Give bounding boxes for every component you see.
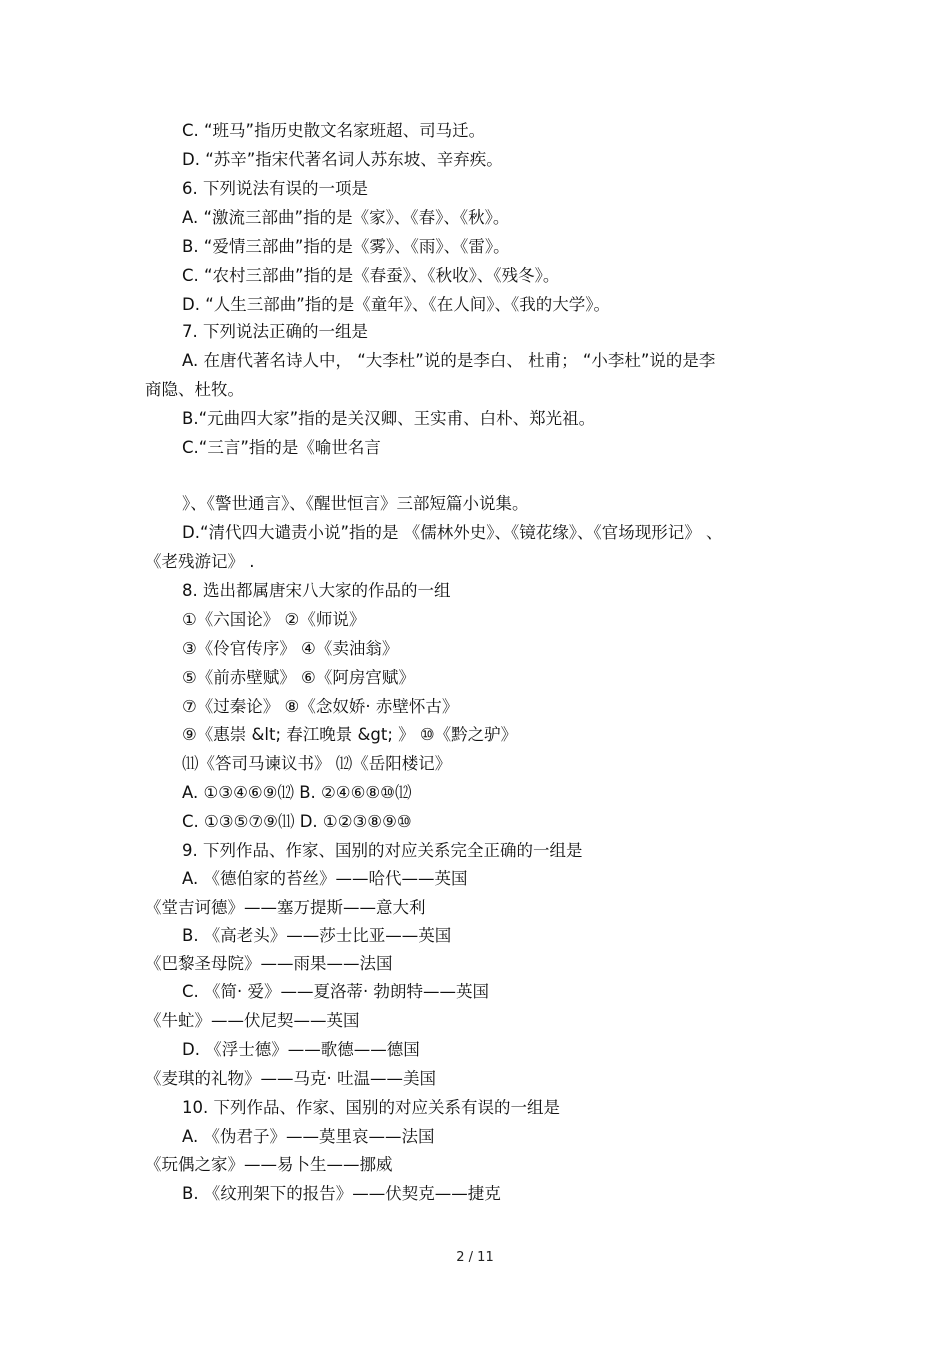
q9-option-d-cont: 《麦琪的礼物》——马克· 吐温——美国: [145, 1069, 436, 1088]
q7-option-c: C.“三言”指的是《喻世名言: [182, 438, 381, 457]
q7-option-c-cont: 》、《警世通言》、《醒世恒言》三部短篇小说集。: [182, 494, 529, 513]
question-8: 8. 选出都属唐宋八大家的作品的一组: [182, 581, 451, 600]
q8-options-cd: C. ①③⑤⑦⑨⑾ D. ①②③⑧⑨⑩: [182, 812, 412, 831]
q6-option-c: C. “农村三部曲”指的是《春蚕》、《秋收》、《残冬》。: [182, 266, 560, 285]
q9-option-a-cont: 《堂吉诃德》——塞万提斯——意大利: [145, 898, 426, 917]
page-number: 2 / 11: [456, 1250, 494, 1265]
q8-items-3-4: ③《伶官传序》 ④《卖油翁》: [182, 639, 399, 658]
q7-option-d-cont: 《老残游记》 .: [145, 552, 255, 571]
q7-option-a-cont: 商隐、杜牧。: [145, 380, 244, 399]
q9-option-b: B. 《高老头》——莎士比亚——英国: [182, 926, 452, 945]
question-6: 6. 下列说法有误的一项是: [182, 179, 368, 198]
q8-items-11-12: ⑾《答司马谏议书》 ⑿《岳阳楼记》: [182, 754, 452, 773]
q8-items-5-6: ⑤《前赤壁赋》 ⑥《阿房宫赋》: [182, 668, 415, 687]
q9-option-c: C. 《简· 爱》——夏洛蒂· 勃朗特——英国: [182, 982, 489, 1001]
question-9: 9. 下列作品、作家、国别的对应关系完全正确的一组是: [182, 841, 583, 860]
q9-option-d: D. 《浮士德》——歌德——德国: [182, 1040, 420, 1059]
q8-items-1-2: ①《六国论》 ②《师说》: [182, 610, 366, 629]
q7-option-a: A. 在唐代著名诗人中， “大李杜”说的是李白、 杜甫； “小李杜”说的是李: [182, 351, 716, 370]
q10-option-b: B. 《纹刑架下的报告》——伏契克——捷克: [182, 1184, 501, 1203]
q8-items-9-10: ⑨《惠崇 &lt; 春江晚景 &gt; 》 ⑩《黔之驴》: [182, 725, 518, 744]
q9-option-a: A. 《德伯家的苔丝》——哈代——英国: [182, 869, 468, 888]
question-10: 10. 下列作品、作家、国别的对应关系有误的一组是: [182, 1098, 560, 1117]
q10-option-a-cont: 《玩偶之家》——易卜生——挪威: [145, 1155, 393, 1174]
q9-option-b-cont: 《巴黎圣母院》——雨果——法国: [145, 954, 393, 973]
q10-option-a: A. 《伪君子》——莫里哀——法国: [182, 1127, 435, 1146]
q8-options-ab: A. ①③④⑥⑨⑿ B. ②④⑥⑧⑩⑿: [182, 783, 412, 802]
q6-option-a: A. “激流三部曲”指的是《家》、《春》、《秋》。: [182, 208, 510, 227]
option-d-suxin: D. “苏辛”指宋代著名词人苏东坡、辛弃疾。: [182, 150, 503, 169]
q7-option-d: D.“清代四大谴责小说”指的是 《儒林外史》、《镜花缘》、《官场现形记》 、: [182, 523, 723, 542]
q6-option-b: B. “爱情三部曲”指的是《雾》、《雨》、《雷》。: [182, 237, 510, 256]
q9-option-c-cont: 《牛虻》——伏尼契——英国: [145, 1011, 360, 1030]
q6-option-d: D. “人生三部曲”指的是《童年》、《在人间》、《我的大学》。: [182, 295, 611, 314]
option-c-banma: C. “班马”指历史散文名家班超、司马迁。: [182, 121, 486, 140]
q7-option-b: B.“元曲四大家”指的是关汉卿、王实甫、白朴、郑光祖。: [182, 409, 596, 428]
question-7: 7. 下列说法正确的一组是: [182, 322, 368, 341]
q8-items-7-8: ⑦《过秦论》 ⑧《念奴娇· 赤壁怀古》: [182, 697, 459, 716]
